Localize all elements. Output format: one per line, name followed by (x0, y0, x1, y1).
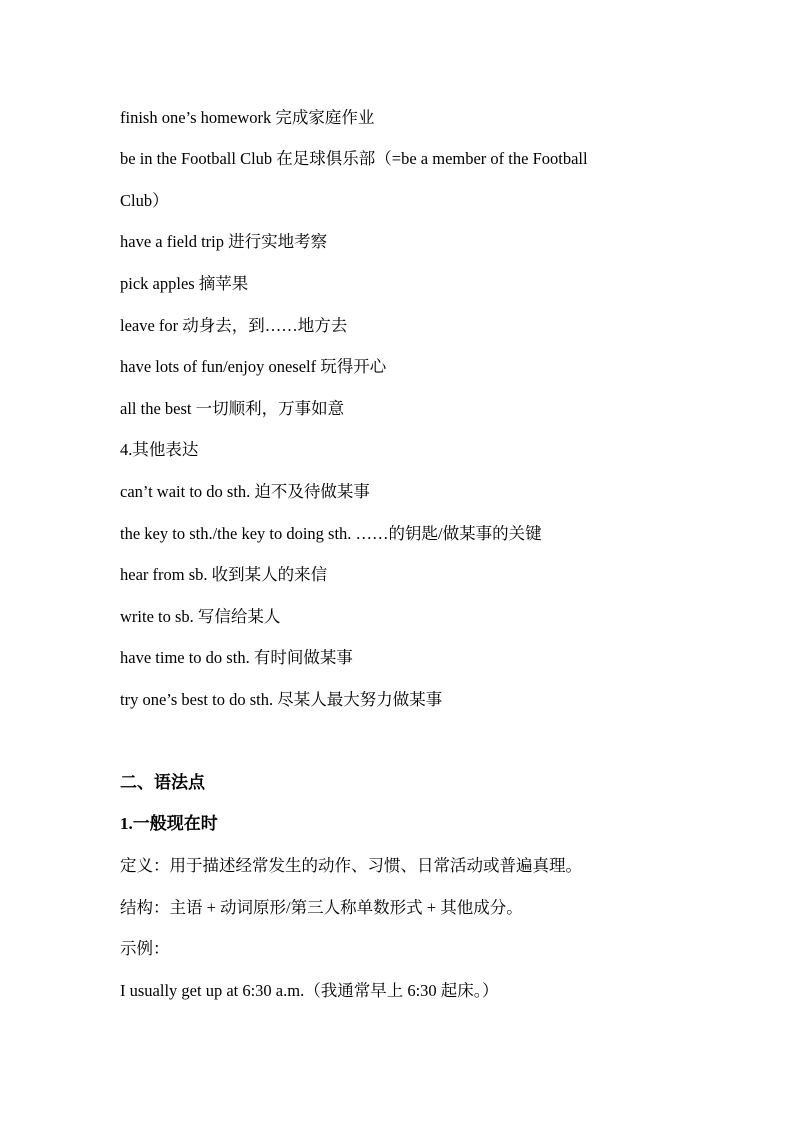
section-heading-other: 4.其他表达 (120, 440, 199, 459)
phrase-line: hear from sb. 收到某人的来信 (120, 565, 328, 584)
phrase-line: be in the Football Club 在足球俱乐部（=be a member of the Football (120, 149, 588, 168)
phrase-line: write to sb. 写信给某人 (120, 607, 281, 626)
phrase-line: all the best 一切顺利，万事如意 (120, 399, 345, 418)
phrase-line: leave for 动身去，到……地方去 (120, 316, 348, 335)
phrase-line: try one’s best to do sth. 尽某人最大努力做某事 (120, 690, 443, 709)
grammar-heading: 二、语法点 (120, 773, 205, 792)
phrase-line: the key to sth./the key to doing sth. ……的钥匙/做某事的关键 (120, 524, 542, 543)
definition-text: 定义：用于描述经常发生的动作、习惯、日常活动或普遍真理。 (120, 856, 582, 875)
grammar-subheading: 1.一般现在时 (120, 814, 218, 833)
phrase-line: pick apples 摘苹果 (120, 274, 249, 293)
phrase-line: Club） (120, 191, 169, 210)
phrase-line: can’t wait to do sth. 迫不及待做某事 (120, 482, 370, 501)
phrase-line: have a field trip 进行实地考察 (120, 232, 328, 251)
phrase-line: have lots of fun/enjoy oneself 玩得开心 (120, 357, 387, 376)
example-label: 示例： (120, 939, 170, 958)
structure-text: 结构：主语 + 动词原形/第三人称单数形式 + 其他成分。 (120, 898, 523, 917)
phrase-line: finish one’s homework 完成家庭作业 (120, 108, 375, 127)
example-text: I usually get up at 6:30 a.m.（我通常早上 6:30 起床。） (120, 981, 499, 1000)
phrase-line: have time to do sth. 有时间做某事 (120, 648, 353, 667)
